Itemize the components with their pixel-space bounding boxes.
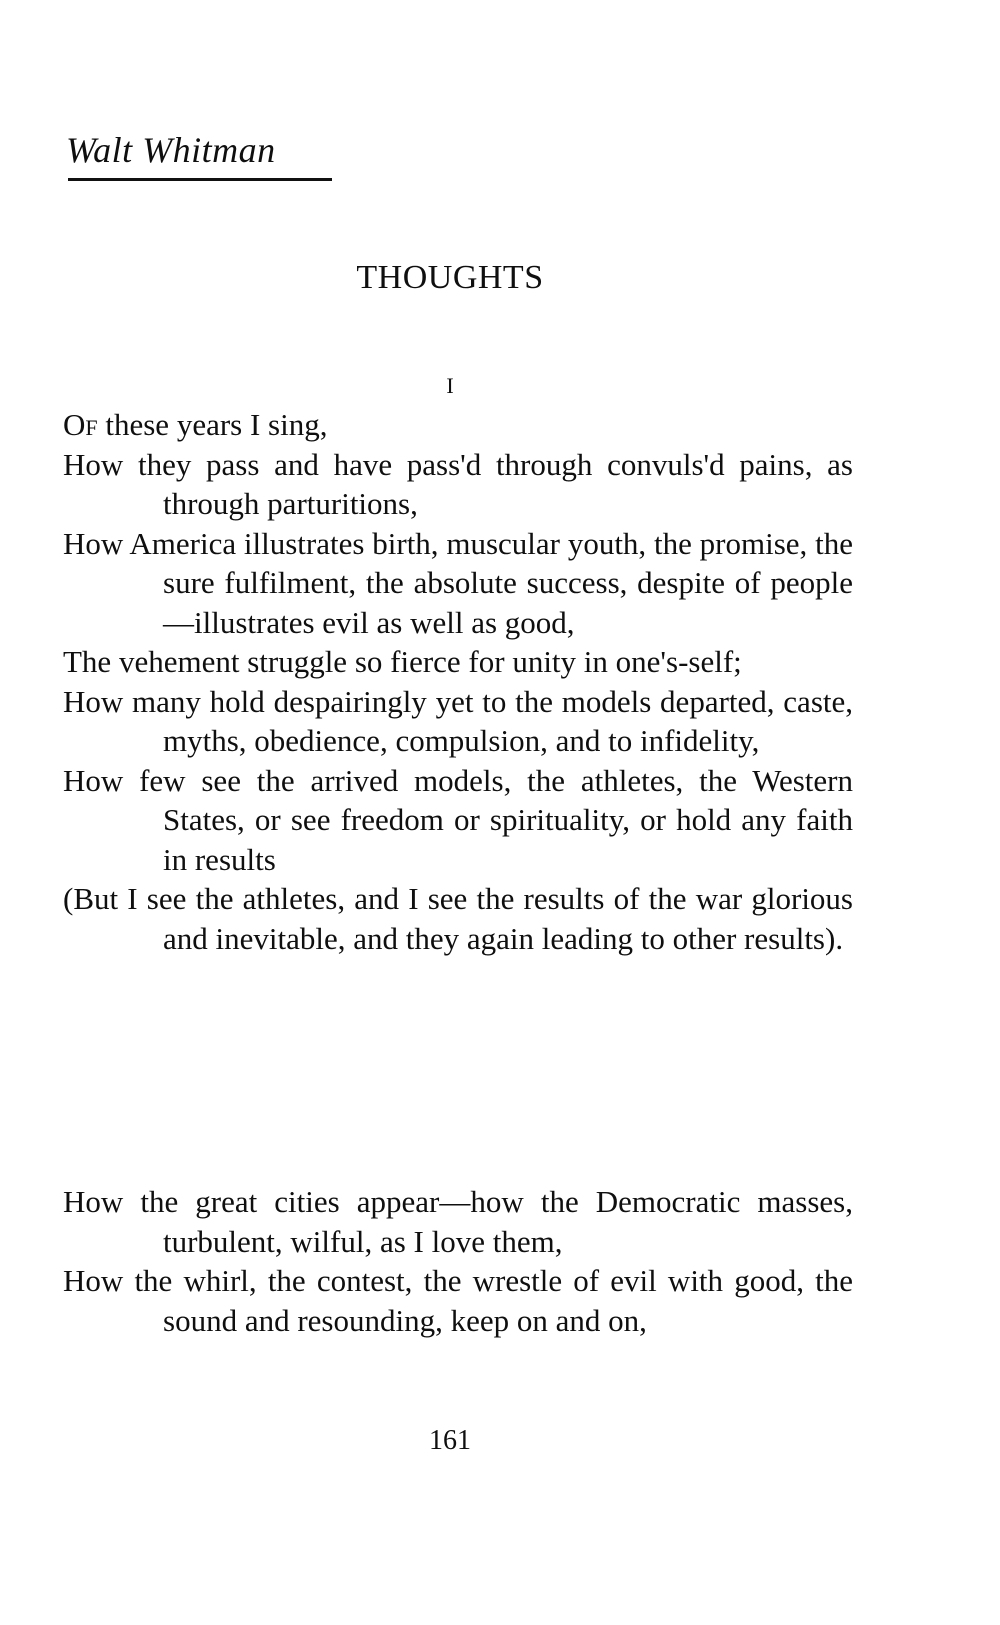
running-head-author: Walt Whitman: [66, 130, 276, 170]
section-number: I: [446, 373, 454, 398]
verse-line: How the great cities appear—how the Democratic masses, turbulent, wilful, as I love them,: [63, 1184, 853, 1259]
verse-line: The vehement struggle so fierce for unity in one's-self;: [63, 644, 742, 679]
verse-line: How many hold despairingly yet to the models departed, caste, myths, obedience, compulsion, and to infidelity,: [63, 683, 853, 758]
verse-line: [63, 405, 853, 445]
verse-line-text: these years I sing,: [97, 407, 328, 442]
stanza-1: [63, 405, 853, 958]
stanza-2: [63, 1182, 853, 1340]
verse-line: How America illustrates birth, muscular youth, the promise, the sure fulfilment, the absolute success, despite of people—illustrates evil as well as good,: [63, 525, 853, 640]
verse-opening-word: Of: [63, 407, 98, 442]
page-number: 161: [429, 1425, 471, 1456]
verse-line: How they pass and have pass'd through convuls'd pains, as through parturitions,: [63, 446, 853, 521]
verse-line: How the whirl, the contest, the wrestle of evil with good, the sound and resounding, keep on and on,: [63, 1263, 853, 1338]
verse-line: (But I see the athletes, and I see the results of the war glorious and inevitable, and they again leading to other results).: [63, 881, 853, 956]
verse-line: How few see the arrived models, the athletes, the Western States, or see freedom or spirituality, or hold any faith in results: [63, 762, 853, 877]
running-head-underline: [68, 178, 332, 181]
poem-title: THOUGHTS: [356, 259, 544, 296]
